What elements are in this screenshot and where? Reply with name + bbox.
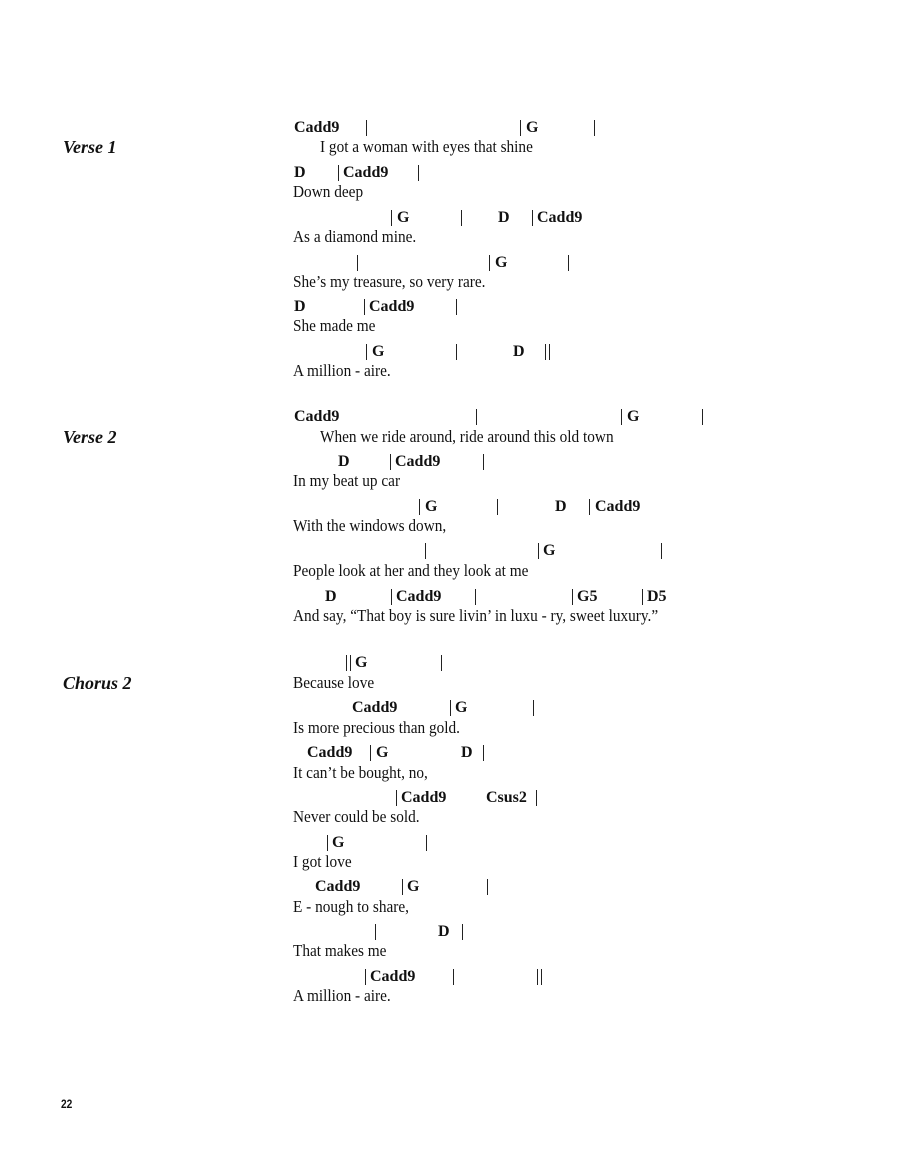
bar-line: [545, 344, 546, 360]
bar-line: [450, 700, 451, 716]
bar-line: [475, 589, 476, 605]
bar-line: [375, 924, 376, 940]
chord: D: [294, 298, 306, 315]
bar-line: [594, 120, 595, 136]
lyric-line: As a diamond mine.: [293, 227, 417, 246]
chord: Cadd9: [294, 408, 340, 425]
chord: Cadd9: [315, 878, 361, 895]
bar-line: [390, 454, 391, 470]
lyric-line: Because love: [293, 673, 375, 692]
section-label-verse-2: Verse 2: [63, 427, 117, 447]
bar-line: [520, 120, 521, 136]
bar-line: [489, 255, 490, 271]
bar-line: [366, 344, 367, 360]
chord: Cadd9: [595, 498, 641, 515]
chord: D: [498, 209, 510, 226]
lyric-line: A million - aire.: [293, 986, 391, 1005]
lyric-line: With the windows down,: [293, 516, 447, 535]
bar-line: [419, 499, 420, 515]
chord: D: [438, 923, 450, 940]
bar-line: [357, 255, 358, 271]
bar-line: [642, 589, 643, 605]
bar-line: [365, 969, 366, 985]
chord: D: [325, 588, 337, 605]
bar-line: [541, 969, 542, 985]
bar-line: [661, 543, 662, 559]
chord: Cadd9: [307, 744, 353, 761]
chord: G: [376, 744, 389, 761]
chord: G: [543, 542, 556, 559]
chord: Cadd9: [352, 699, 398, 716]
chord: G: [332, 834, 345, 851]
chord: G: [397, 209, 410, 226]
chord: G: [526, 119, 539, 136]
chord: G: [407, 878, 420, 895]
bar-line: [426, 835, 427, 851]
bar-line: [364, 299, 365, 315]
section-label-chorus-2: Chorus 2: [63, 673, 132, 693]
bar-line: [536, 790, 537, 806]
bar-line: [483, 745, 484, 761]
bar-line: [549, 344, 550, 360]
chord: G: [627, 408, 640, 425]
chord: D: [294, 164, 306, 181]
bar-line: [462, 924, 463, 940]
lyric-line: Down deep: [293, 182, 364, 201]
bar-line: [568, 255, 569, 271]
bar-line: [476, 409, 477, 425]
lyric-line: She’s my treasure, so very rare.: [293, 272, 486, 291]
bar-line: [532, 210, 533, 226]
chord: D5: [647, 588, 667, 605]
chord: Cadd9: [537, 209, 583, 226]
lyric-line: That makes me: [293, 941, 387, 960]
chord: Cadd9: [396, 588, 442, 605]
section-label-verse-1: Verse 1: [63, 137, 117, 157]
bar-line: [391, 589, 392, 605]
lyric-line: When we ride around, ride around this old town: [320, 427, 614, 446]
bar-line: [461, 210, 462, 226]
lyric-line: She made me: [293, 316, 376, 335]
bar-line: [538, 543, 539, 559]
bar-line: [537, 969, 538, 985]
bar-line: [487, 879, 488, 895]
bar-line: [338, 165, 339, 181]
bar-line: [366, 120, 367, 136]
chord: Cadd9: [369, 298, 415, 315]
lyric-line: Never could be sold.: [293, 807, 420, 826]
bar-line: [346, 655, 347, 671]
lyric-line: And say, “That boy is sure livin’ in luxu - ry, sweet luxury.”: [293, 606, 659, 625]
bar-line: [418, 165, 419, 181]
chord: G: [372, 343, 385, 360]
chord: Cadd9: [395, 453, 441, 470]
bar-line: [456, 344, 457, 360]
bar-line: [402, 879, 403, 895]
chord: D: [555, 498, 567, 515]
chord: Cadd9: [294, 119, 340, 136]
bar-line: [441, 655, 442, 671]
bar-line: [589, 499, 590, 515]
bar-line: [483, 454, 484, 470]
bar-line: [702, 409, 703, 425]
lyric-line: A million - aire.: [293, 361, 391, 380]
bar-line: [425, 543, 426, 559]
lyric-line: In my beat up car: [293, 471, 401, 490]
lyric-line: I got love: [293, 852, 352, 871]
lyric-line: It can’t be bought, no,: [293, 763, 428, 782]
bar-line: [453, 969, 454, 985]
chord: G5: [577, 588, 598, 605]
bar-line: [621, 409, 622, 425]
bar-line: [391, 210, 392, 226]
bar-line: [396, 790, 397, 806]
chord: G: [455, 699, 468, 716]
chord: D: [338, 453, 350, 470]
chord: D: [513, 343, 525, 360]
chord: Cadd9: [401, 789, 447, 806]
bar-line: [350, 655, 351, 671]
chord: Cadd9: [370, 968, 416, 985]
lyric-line: People look at her and they look at me: [293, 561, 529, 580]
bar-line: [533, 700, 534, 716]
chord: D: [461, 744, 473, 761]
chord: Cadd9: [343, 164, 389, 181]
bar-line: [456, 299, 457, 315]
page-number: 22: [61, 1097, 73, 1111]
bar-line: [497, 499, 498, 515]
lyric-line: Is more precious than gold.: [293, 718, 460, 737]
lyric-line: E - nough to share,: [293, 897, 410, 916]
bar-line: [327, 835, 328, 851]
chord: G: [355, 654, 368, 671]
chord: Csus2: [486, 789, 527, 806]
chord: G: [495, 254, 508, 271]
lyric-line: I got a woman with eyes that shine: [320, 137, 533, 156]
bar-line: [572, 589, 573, 605]
bar-line: [370, 745, 371, 761]
chord: G: [425, 498, 438, 515]
